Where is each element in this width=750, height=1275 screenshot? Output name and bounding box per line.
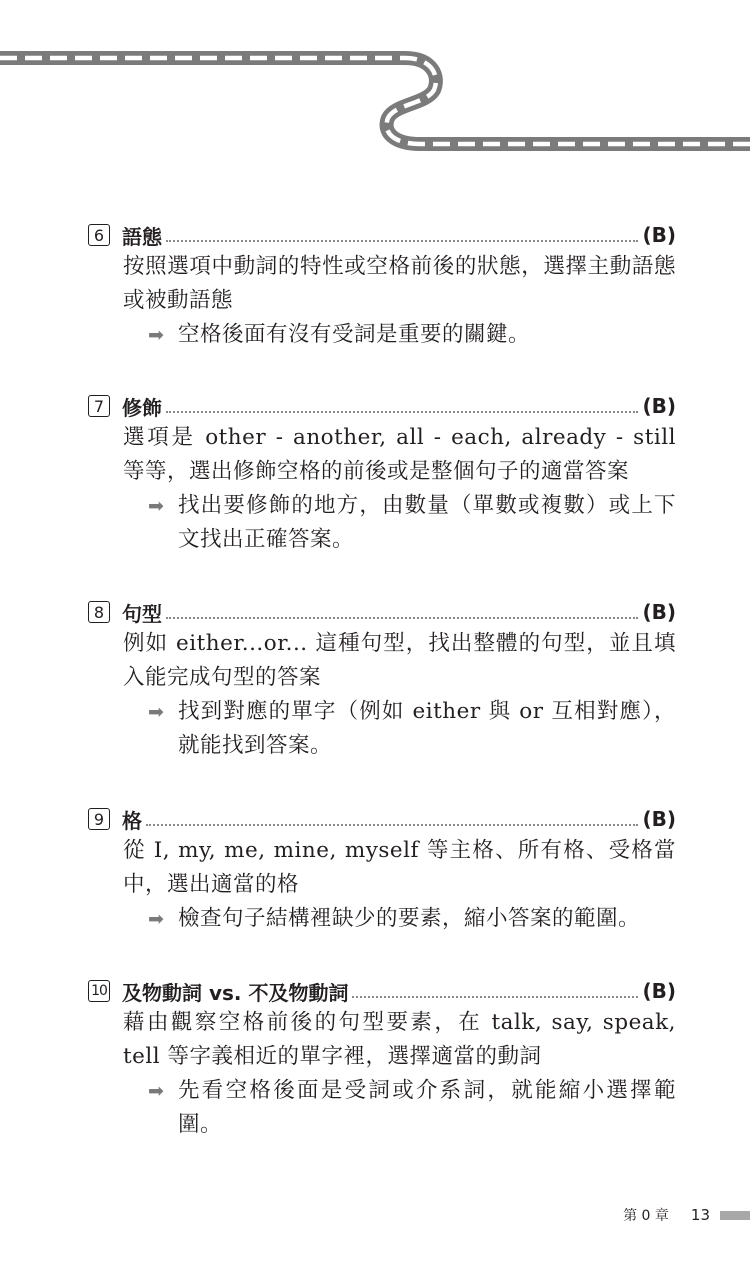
section-10	[88, 976, 676, 1142]
dotted-leader	[166, 617, 638, 619]
section-6	[88, 220, 676, 352]
section-body: 例如 either...or... 這種句型，找出整體的句型，並且填入能完成句型的答案	[123, 631, 676, 690]
section-heading	[88, 391, 676, 421]
section-tip	[88, 1074, 676, 1142]
section-7	[88, 391, 676, 557]
section-title: 語態	[122, 224, 162, 249]
arrow-right-icon: ➡	[148, 324, 165, 346]
section-answer: (B)	[642, 979, 676, 1003]
section-answer: (B)	[642, 807, 676, 831]
section-number: 10	[88, 980, 110, 1002]
section-tip	[88, 318, 676, 352]
section-title: 修飾	[122, 395, 162, 420]
section-body: 按照選項中動詞的特性或空格前後的狀態，選擇主動語態或被動語態	[123, 254, 676, 313]
tip-text: 檢查句子結構裡缺少的要素，縮小答案的範圍。	[178, 906, 641, 931]
section-tip	[88, 489, 676, 557]
tip-text: 先看空格後面是受詞或介系詞，就能縮小選擇範圍。	[178, 1078, 676, 1137]
chapter-label: 第 0 章	[623, 1208, 669, 1224]
page-footer	[623, 1203, 750, 1227]
section-title: 及物動詞 vs. 不及物動詞	[122, 980, 349, 1005]
section-body: 選項是 other - another, all - each, already - still 等等，選出修飾空格的前後或是整個句子的適當答案	[123, 425, 676, 484]
section-answer: (B)	[642, 223, 676, 247]
arrow-right-icon: ➡	[148, 1080, 165, 1102]
section-answer: (B)	[642, 394, 676, 418]
section-heading	[88, 976, 676, 1006]
section-number: 8	[88, 601, 110, 623]
section-tip	[88, 695, 676, 763]
tip-text: 找到對應的單字（例如 either 與 or 互相對應），就能找到答案。	[178, 699, 676, 758]
section-title: 格	[122, 808, 142, 833]
dotted-leader	[166, 240, 638, 242]
section-heading	[88, 597, 676, 627]
section-8	[88, 597, 676, 763]
footer-bar	[720, 1211, 750, 1220]
section-number: 6	[88, 224, 110, 246]
section-number: 7	[88, 395, 110, 417]
dotted-leader	[352, 996, 638, 998]
section-answer: (B)	[642, 600, 676, 624]
section-9	[88, 804, 676, 936]
section-tip	[88, 902, 676, 936]
section-body: 從 I, my, me, mine, myself 等主格、所有格、受格當中，選出適當的格	[123, 838, 676, 897]
arrow-right-icon: ➡	[148, 495, 165, 517]
section-body: 藉由觀察空格前後的句型要素，在 talk, say, speak, tell 等字義相近的單字裡，選擇適當的動詞	[123, 1010, 676, 1069]
page-number: 13	[690, 1206, 710, 1224]
section-heading	[88, 220, 676, 250]
section-heading	[88, 804, 676, 834]
section-number: 9	[88, 808, 110, 830]
arrow-right-icon: ➡	[148, 701, 165, 723]
arrow-right-icon: ➡	[148, 908, 165, 930]
tip-text: 找出要修飾的地方，由數量（單數或複數）或上下文找出正確答案。	[178, 493, 676, 552]
dotted-leader	[166, 411, 638, 413]
tip-text: 空格後面有沒有受詞是重要的關鍵。	[178, 322, 531, 347]
section-title: 句型	[122, 601, 162, 626]
dotted-leader	[146, 824, 638, 826]
